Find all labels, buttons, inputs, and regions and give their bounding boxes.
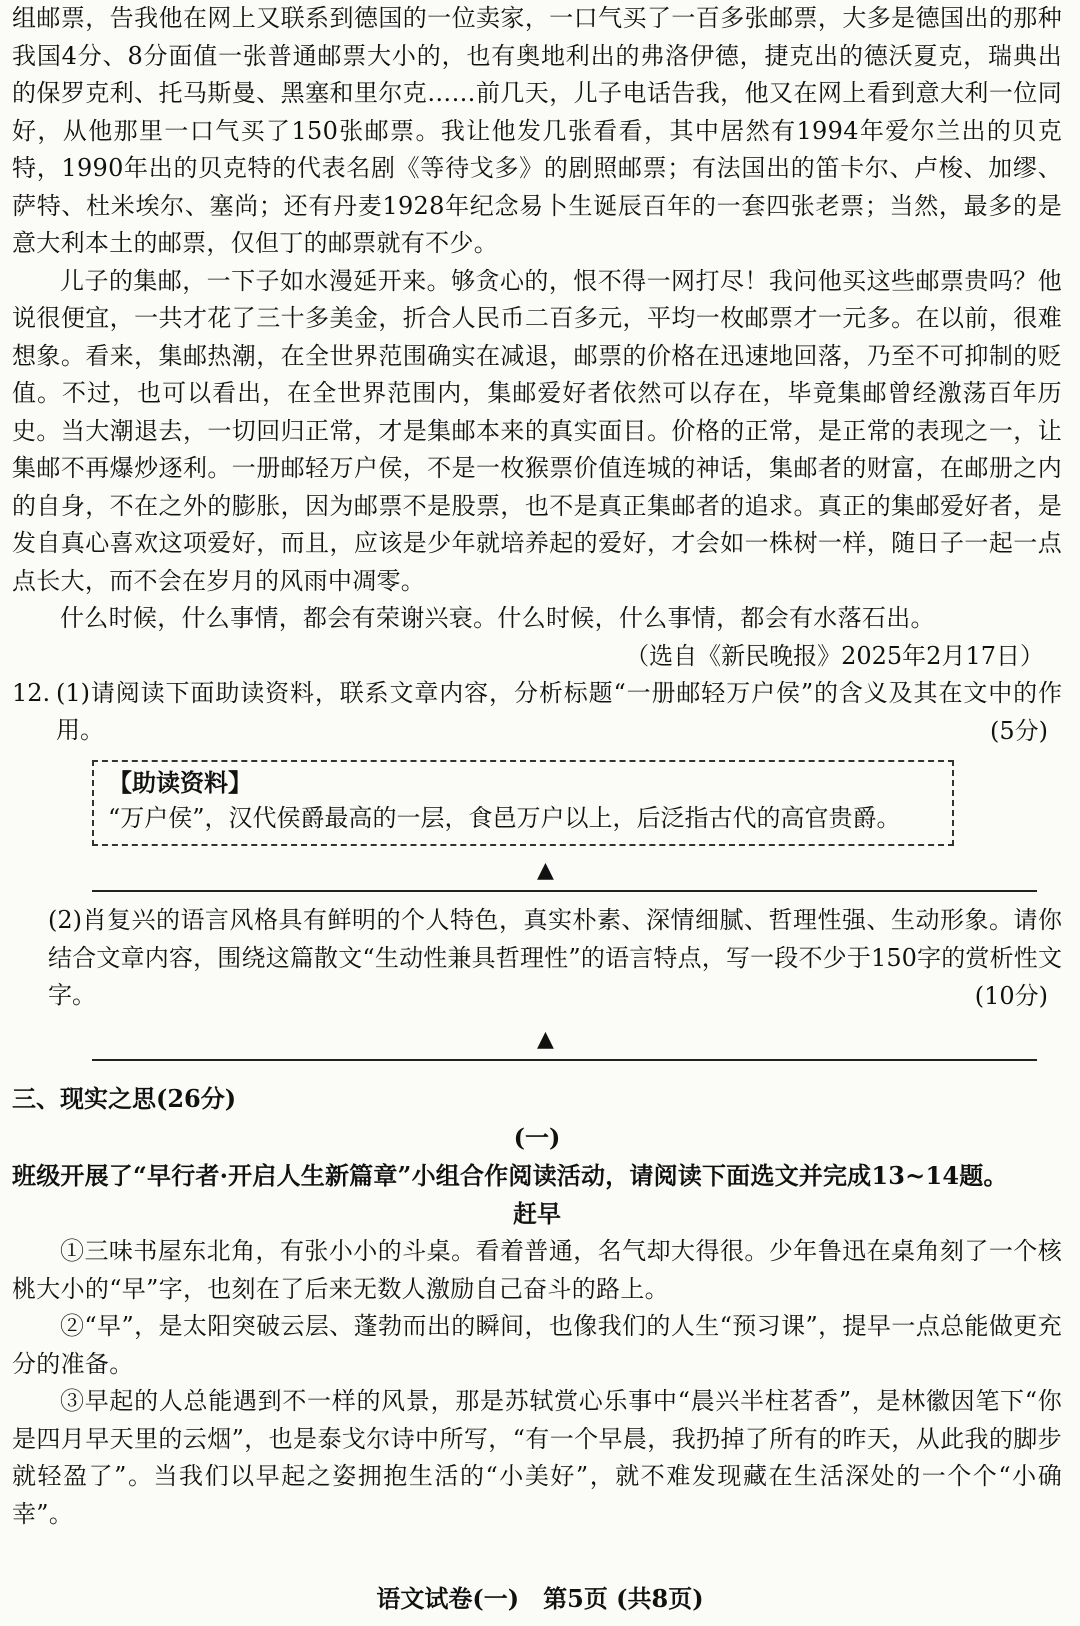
question-12-1-text: (1)请阅读下面助读资料，联系文章内容，分析标题“一册邮轻万户侯”的含义及其在文中的作用。 bbox=[56, 678, 1062, 744]
question-12-2-score: (10分) bbox=[974, 981, 1048, 1010]
section-heading: 三、现实之思(26分) bbox=[12, 1084, 237, 1113]
article-title: 赶早 bbox=[513, 1199, 561, 1228]
article-paragraph-1: ①三味书屋东北角，有张小小的斗桌。看着普通，名气却大得很。少年鲁迅在桌角刻了一个核桃大小的“早”字，也刻在了后来无数人激励自己奋斗的路上。 bbox=[12, 1237, 1062, 1303]
question-12-part-1 bbox=[12, 675, 1062, 751]
answer-line-12-1[interactable] bbox=[92, 860, 1037, 892]
subsection-heading: (一) bbox=[513, 1123, 561, 1152]
answer-line-12-2[interactable] bbox=[92, 1029, 1037, 1061]
article-paragraph-2: ②“早”，是太阳突破云层、蓬勃而出的瞬间，也像我们的人生“预习课”，提早一点总能做更充分的准备。 bbox=[12, 1312, 1062, 1378]
page-footer: 语文试卷(一) 第5页 (共8页) bbox=[376, 1584, 704, 1613]
triangle-marker-icon: ▲ bbox=[537, 858, 554, 883]
activity-lead: 班级开展了“早行者·开启人生新篇章”小组合作阅读活动，请阅读下面选文并完成13~14题。 bbox=[12, 1161, 1008, 1190]
passage-source: （选自《新民晚报》2025年2月17日） bbox=[625, 641, 1044, 670]
help-reading-text: “万户侯”，汉代侯爵最高的一层，食邑万户以上，后泛指古代的高官贵爵。 bbox=[108, 804, 901, 832]
help-reading-box bbox=[92, 760, 954, 846]
question-12-1-score: (5分) bbox=[990, 716, 1048, 745]
passage-paragraph-1: 组邮票，告我他在网上又联系到德国的一位卖家，一口气买了一百多张邮票，大多是德国出的那种我国4分、8分面值一张普通邮票大小的，也有奥地利出的弗洛伊德，捷克出的德沃夏克，瑞典出的保罗克利、托马斯曼、黑塞和里尔克……前几天，儿子电话告我，他又在网上看到意大利一位同好，从他那里一口气买了150张邮票。我让他发几张看看，其中居然有1994年爱尔兰出的贝克特，1990年出的贝克特的代表名剧《等待戈多》的剧照邮票；有法国出的笛卡尔、卢梭、加缪、萨特、杜米埃尔、塞尚；还有丹麦1928年纪念易卜生诞辰百年的一套四张老票；当然，最多的是意大利本土的邮票，仅但丁的邮票就有不少。 bbox=[12, 4, 1062, 257]
article-paragraph-3: ③早起的人总能遇到不一样的风景，那是苏轼赏心乐事中“晨兴半柱茗香”，是林徽因笔下“你是四月早天里的云烟”，也是泰戈尔诗中所写，“有一个早晨，我扔掉了所有的昨天，从此我的脚步就轻盈了”。当我们以早起之姿拥抱生活的“小美好”，就不难发现藏在生活深处的一个个“小确幸”。 bbox=[12, 1387, 1062, 1528]
passage-paragraph-2: 儿子的集邮，一下子如水漫延开来。够贪心的，恨不得一网打尽！我问他买这些邮票贵吗？他说很便宜，一共才花了三十多美金，折合人民币二百多元，平均一枚邮票才一元多。在以前，很难想象。看来，集邮热潮，在全世界范围确实在减退，邮票的价格在迅速地回落，乃至不可抑制的贬值。不过，也可以看出，在全世界范围内，集邮爱好者依然可以存在，毕竟集邮曾经激荡百年历史。当大潮退去，一切回归正常，才是集邮本来的真实面目。价格的正常，是正常的表现之一，让集邮不再爆炒逐利。一册邮轻万户侯，不是一枚猴票价值连城的神话，集邮者的财富，在邮册之内的自身，不在之外的膨胀，因为邮票不是股票，也不是真正集邮者的追求。真正的集邮爱好者，是发自真心喜欢这项爱好，而且，应该是少年就培养起的爱好，才会如一株树一样，随日子一起一点点长大，而不会在岁月的风雨中凋零。 bbox=[12, 266, 1062, 595]
help-reading-title: 【助读资料】 bbox=[108, 768, 252, 797]
question-12-part-2 bbox=[12, 902, 1062, 1015]
question-12-2-text: (2)肖复兴的语言风格具有鲜明的个人特色，真实朴素、深情细腻、哲理性强、生动形象。请你结合文章内容，围绕这篇散文“生动性兼具哲理性”的语言特点，写一段不少于150字的赏析性文字。 bbox=[48, 906, 1062, 1009]
triangle-marker-icon: ▲ bbox=[537, 1027, 554, 1052]
question-number: 12. bbox=[12, 678, 51, 707]
passage-paragraph-3: 什么时候，什么事情，都会有荣谢兴衰。什么时候，什么事情，都会有水落石出。 bbox=[60, 604, 935, 632]
